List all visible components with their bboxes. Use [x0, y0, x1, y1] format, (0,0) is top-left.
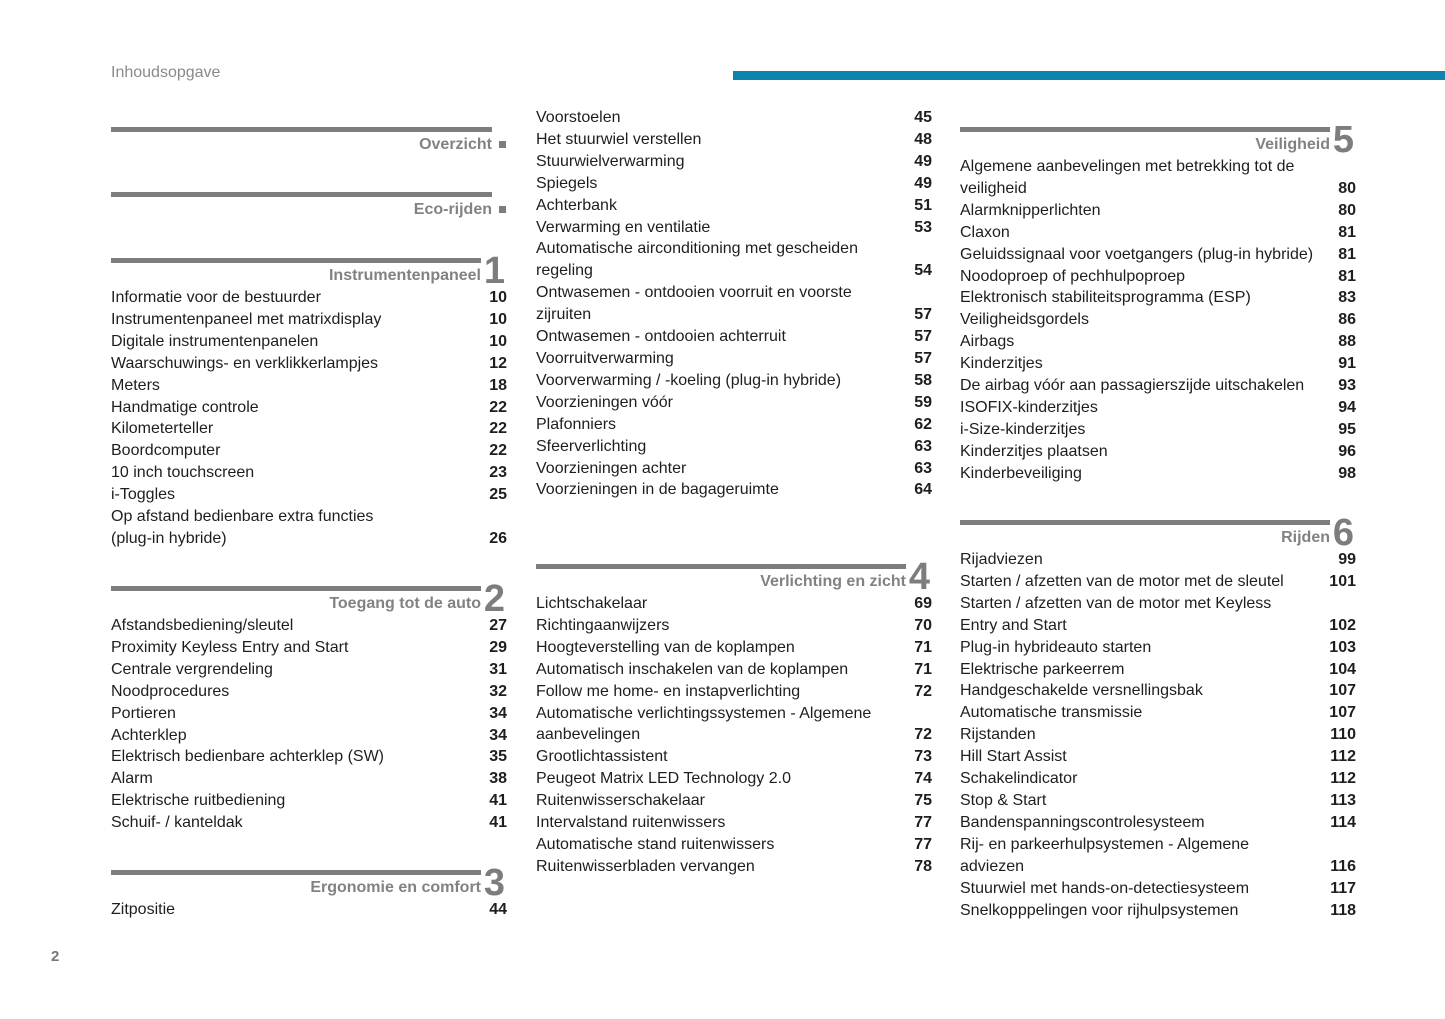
entry-page-number: 10 [489, 289, 507, 306]
toc-entry[interactable] [960, 200, 1356, 222]
entry-page-number: 81 [1338, 267, 1356, 285]
entry-title: Elektrische parkeerrem [960, 660, 1125, 678]
entry-page-number: 112 [1330, 748, 1356, 766]
entry-page-number: 34 [489, 726, 507, 744]
entry-page-number: 31 [489, 660, 507, 678]
entry-page-number: 58 [914, 371, 932, 389]
entry-title: Follow me home- en instapverlichting [536, 682, 801, 700]
entry-page-number: 80 [1338, 201, 1356, 219]
entry-title: i-Size-kinderzitjes [960, 420, 1086, 438]
entry-page-number: 34 [489, 704, 507, 722]
section-divider-bar [960, 520, 1330, 525]
entry-page-number: 63 [914, 459, 932, 477]
toc-entry[interactable] [536, 238, 932, 282]
section-divider-bar [111, 192, 492, 197]
section-number: 3 [483, 862, 505, 904]
toc-section-s5 [960, 119, 1356, 485]
entry-title: Waarschuwings- en verklikkerlampjes [111, 354, 379, 372]
toc-entry[interactable] [960, 768, 1356, 790]
entry-title: Stop & Start [960, 791, 1047, 809]
toc-entry[interactable] [111, 659, 507, 681]
entry-page-number: 10 [489, 332, 507, 350]
entry-page-number: 93 [1338, 377, 1356, 395]
entry-title: Boordcomputer [111, 442, 221, 460]
entry-title: Starten / afzetten van de motor met Keyless Entry and Start [960, 594, 1272, 634]
entry-page-number: 51 [914, 196, 932, 214]
toc-entry[interactable] [536, 348, 932, 370]
entry-page-number: 32 [489, 682, 507, 700]
toc-entry[interactable] [536, 129, 932, 151]
entry-title: Voorzieningen achter [536, 459, 687, 477]
entry-page-number: 59 [914, 393, 932, 411]
toc-entry[interactable] [111, 309, 507, 331]
section-number: 2 [483, 578, 505, 620]
toc-entry[interactable] [111, 681, 507, 703]
entry-title: Elektronisch stabiliteitsprogramma (ESP) [960, 289, 1251, 307]
toc-entry[interactable] [960, 266, 1356, 288]
section-title[interactable]: Rijden [1281, 529, 1330, 546]
page-number: 2 [51, 948, 60, 965]
toc-entry[interactable] [536, 151, 932, 173]
entry-page-number: 104 [1329, 660, 1356, 678]
entry-title: Verwarming en ventilatie [536, 218, 711, 236]
entry-page-number: 22 [489, 398, 507, 416]
entry-title: Hoogteverstelling van de koplampen [536, 638, 795, 656]
toc-entry[interactable] [536, 282, 932, 326]
toc-entry[interactable] [960, 419, 1356, 441]
entry-page-number: 22 [489, 442, 507, 460]
toc-entry[interactable] [536, 107, 932, 129]
entry-title: Achterbank [536, 196, 617, 214]
entry-page-number: 38 [489, 770, 507, 788]
section-number: 4 [908, 556, 930, 598]
section-title[interactable]: Veiligheid [1255, 136, 1330, 153]
toc-entry[interactable] [111, 418, 507, 440]
entry-page-number: 18 [489, 376, 507, 394]
entry-page-number: 53 [914, 218, 932, 236]
entry-title: Digitale instrumentenpanelen [111, 332, 319, 350]
toc-section-s2 [111, 578, 507, 834]
section-number: 6 [1332, 512, 1354, 554]
entry-page-number: 73 [914, 748, 932, 766]
section-title[interactable]: Ergonomie en comfort [310, 879, 481, 896]
toc-entry[interactable] [536, 458, 932, 480]
entry-page-number: 48 [914, 130, 932, 148]
section-header [960, 512, 1356, 554]
section-header [111, 192, 507, 221]
toc-entry[interactable] [536, 173, 932, 195]
entry-title: Voorzieningen vóór [536, 393, 673, 411]
entry-title: i-Toggles [111, 486, 176, 504]
section-title[interactable]: Eco-rijden [413, 201, 492, 218]
entry-page-number: 116 [1330, 857, 1356, 875]
toc-entry[interactable] [536, 593, 932, 615]
entry-title: Voorzieningen in de bagageruimte [536, 481, 779, 499]
section-header [536, 556, 932, 598]
toc-entry[interactable] [536, 436, 932, 458]
entry-page-number: 96 [1338, 442, 1356, 460]
toc-entry[interactable] [960, 441, 1356, 463]
toc-entry[interactable] [536, 414, 932, 436]
entry-title: Alarmknipperlichten [960, 201, 1101, 219]
entry-page-number: 23 [489, 464, 507, 482]
entry-title: Op afstand bedienbare extra functies (plug-in hybride) [111, 508, 374, 547]
entry-page-number: 41 [489, 814, 507, 832]
entry-title: Stuurwiel met hands-on-detectiesysteem [960, 879, 1250, 897]
toc-entry[interactable] [111, 637, 507, 659]
toc-entry[interactable] [536, 659, 932, 681]
section-header [111, 127, 507, 156]
entry-page-number: 49 [914, 174, 932, 192]
entry-page-number: 77 [914, 814, 932, 832]
entry-title: Voorstoelen [536, 109, 621, 126]
entry-title: Handgeschakelde versnellingsbak [960, 682, 1203, 700]
entry-page-number: 114 [1330, 813, 1356, 831]
section-divider-bar [111, 258, 481, 263]
toc-entry[interactable] [111, 462, 507, 484]
toc-section-s3b [536, 107, 932, 501]
entry-page-number: 107 [1329, 704, 1356, 722]
entry-page-number: 117 [1330, 879, 1356, 897]
entry-title: Plafonniers [536, 415, 617, 433]
toc-entry[interactable] [960, 746, 1356, 768]
section-header [111, 862, 507, 904]
toc-entry[interactable] [960, 593, 1356, 637]
toc-entry[interactable] [111, 703, 507, 725]
toc-entry[interactable] [111, 287, 507, 309]
entry-page-number: 81 [1338, 223, 1356, 241]
toc-entry[interactable] [960, 724, 1356, 746]
toc-section-s4 [536, 556, 932, 878]
section-title[interactable]: Overzicht [419, 136, 492, 153]
toc-entry[interactable] [960, 790, 1356, 812]
entry-page-number: 45 [914, 109, 932, 126]
toc-entry[interactable] [960, 878, 1356, 900]
entry-title: Informatie voor de bestuurder [111, 289, 321, 306]
entry-title: Automatische verlichtingssystemen - Algemene aanbevelingen [536, 704, 872, 744]
toc-entry[interactable] [111, 484, 507, 506]
entry-title: Noodprocedures [111, 682, 230, 700]
toc-entry[interactable] [111, 440, 507, 462]
entry-title: Spiegels [536, 174, 598, 192]
entry-page-number: 63 [914, 437, 932, 455]
entry-title: Veiligheidsgordels [960, 311, 1089, 329]
entry-page-number: 35 [489, 748, 507, 766]
entry-title: Noodoproep of pechhulpoproep [960, 267, 1186, 285]
entry-title: Kinderzitjes [960, 355, 1043, 373]
section-divider-bar [111, 870, 481, 875]
entry-title: Instrumentenpaneel met matrixdisplay [111, 310, 382, 328]
toc-entry[interactable] [111, 725, 507, 747]
entry-title: ISOFIX-kinderzitjes [960, 398, 1098, 416]
entry-title: Portieren [111, 704, 176, 722]
entry-title: Ontwasemen - ontdooien voorruit en voorste zijruiten [536, 284, 852, 324]
entry-page-number: 29 [489, 638, 507, 656]
toc-entry[interactable] [960, 375, 1356, 397]
entry-page-number: 99 [1338, 551, 1356, 568]
toc-entry[interactable] [111, 506, 507, 550]
section-header [111, 250, 507, 292]
entry-page-number: 110 [1330, 726, 1356, 744]
toc-section-s1 [111, 250, 507, 550]
toc-entry[interactable] [111, 812, 507, 834]
entry-title: Automatische transmissie [960, 704, 1143, 722]
entry-title: Zitpositie [111, 901, 176, 918]
entry-page-number: 57 [914, 349, 932, 367]
toc-entry[interactable] [960, 637, 1356, 659]
entry-page-number: 49 [914, 152, 932, 170]
toc-entry[interactable] [960, 702, 1356, 724]
toc-entry[interactable] [536, 790, 932, 812]
toc-entry[interactable] [111, 615, 507, 637]
toc-entry[interactable] [111, 331, 507, 353]
entry-page-number: 78 [914, 857, 932, 875]
toc-entry[interactable] [111, 746, 507, 768]
entry-title: Schakelindicator [960, 770, 1078, 788]
entry-title: Ontwasemen - ontdooien achterruit [536, 328, 786, 346]
section-header [111, 578, 507, 620]
toc-entry[interactable] [960, 834, 1356, 878]
toc-entry[interactable] [960, 353, 1356, 375]
toc-entry[interactable] [960, 680, 1356, 702]
toc-entry[interactable] [536, 217, 932, 239]
toc-entry[interactable] [536, 681, 932, 703]
entry-page-number: 88 [1338, 333, 1356, 351]
square-bullet-icon [499, 141, 506, 148]
toc-entry[interactable] [960, 244, 1356, 266]
toc-entry[interactable] [111, 899, 507, 921]
entry-page-number: 27 [489, 617, 507, 634]
toc-entry[interactable] [536, 856, 932, 878]
entry-page-number: 103 [1329, 638, 1356, 656]
entry-title: Handmatige controle [111, 398, 259, 416]
toc-entry[interactable] [960, 659, 1356, 681]
toc-entry[interactable] [536, 834, 932, 856]
section-header [960, 119, 1356, 161]
toc-entry[interactable] [960, 222, 1356, 244]
entry-title: De airbag vóór aan passagierszijde uitschakelen [960, 377, 1305, 395]
entry-page-number: 80 [1338, 179, 1356, 197]
toc-section-s6 [960, 512, 1356, 921]
entry-title: Snelkopppelingen voor rijhulpsystemen [960, 901, 1239, 919]
toc-entry[interactable] [960, 549, 1356, 571]
toc-entry[interactable] [960, 331, 1356, 353]
entry-title: Starten / afzetten van de motor met de sleutel [960, 572, 1284, 590]
entry-page-number: 107 [1329, 682, 1356, 700]
entry-page-number: 77 [914, 835, 932, 853]
entry-title: Airbags [960, 333, 1015, 351]
entry-page-number: 71 [914, 660, 932, 678]
entry-page-number: 75 [914, 792, 932, 810]
toc-entry[interactable] [536, 812, 932, 834]
toc-entry[interactable] [536, 615, 932, 637]
entry-page-number: 94 [1338, 398, 1356, 416]
section-divider-bar [960, 127, 1330, 132]
entry-page-number: 91 [1338, 355, 1356, 373]
entry-page-number: 112 [1330, 770, 1356, 788]
entry-title: Automatische stand ruitenwissers [536, 835, 775, 853]
toc-entry[interactable] [960, 900, 1356, 922]
toc-section-overzicht [111, 127, 507, 156]
entry-title: Rijadviezen [960, 551, 1043, 568]
entry-title: Grootlichtassistent [536, 748, 668, 766]
entry-page-number: 12 [489, 354, 507, 372]
entry-page-number: 44 [489, 901, 507, 918]
entry-page-number: 71 [914, 638, 932, 656]
entry-title: Richtingaanwijzers [536, 616, 670, 634]
entry-page-number: 101 [1329, 572, 1356, 590]
toc-entry[interactable] [960, 397, 1356, 419]
toc-entry[interactable] [536, 392, 932, 414]
toc-entry[interactable] [536, 637, 932, 659]
entry-title: Alarm [111, 770, 153, 788]
toc-entry[interactable] [960, 309, 1356, 331]
toc-entry[interactable] [536, 326, 932, 348]
entry-page-number: 57 [914, 306, 932, 324]
entry-title: Proximity Keyless Entry and Start [111, 638, 349, 656]
toc-entry[interactable] [960, 571, 1356, 593]
entry-title: Ruitenwisserbladen vervangen [536, 857, 755, 875]
entry-page-number: 86 [1338, 311, 1356, 329]
section-title[interactable]: Toegang tot de auto [329, 595, 481, 612]
entry-title: Automatische airconditioning met gescheiden regeling [536, 240, 858, 280]
entry-title: Stuurwielverwarming [536, 152, 685, 170]
section-number: 5 [1332, 119, 1354, 161]
toc-entry[interactable] [536, 703, 932, 747]
toc-entry[interactable] [111, 790, 507, 812]
entry-title: Bandenspanningscontrolesysteem [960, 813, 1205, 831]
toc-entry[interactable] [111, 768, 507, 790]
section-title[interactable]: Verlichting en zicht [760, 573, 906, 590]
entry-page-number: 25 [489, 486, 507, 504]
section-divider-bar [111, 586, 481, 591]
entry-page-number: 10 [489, 310, 507, 328]
entry-page-number: 41 [489, 792, 507, 810]
entry-page-number: 118 [1330, 901, 1356, 919]
entry-page-number: 98 [1338, 464, 1356, 482]
entry-page-number: 57 [914, 328, 932, 346]
section-title[interactable]: Instrumentenpaneel [328, 267, 481, 284]
entry-page-number: 72 [914, 726, 932, 744]
toc-entry[interactable] [960, 463, 1356, 485]
entry-title: Afstandsbediening/sleutel [111, 617, 294, 634]
entry-page-number: 113 [1330, 791, 1356, 809]
entry-title: Lichtschakelaar [536, 595, 648, 612]
section-divider-bar [111, 127, 492, 132]
toc-section-eco [111, 192, 507, 221]
entry-page-number: 64 [914, 481, 932, 499]
entry-page-number: 22 [489, 420, 507, 438]
entry-page-number: 62 [914, 415, 932, 433]
entry-title: Plug-in hybrideauto starten [960, 638, 1152, 656]
toc-entry[interactable] [536, 370, 932, 392]
toc-entry[interactable] [536, 479, 932, 501]
entry-page-number: 26 [489, 529, 507, 547]
entry-title: Elektrisch bedienbare achterklep (SW) [111, 748, 385, 766]
entry-title: Centrale vergrendeling [111, 660, 273, 678]
entry-page-number: 102 [1329, 616, 1356, 634]
entry-title: Rij- en parkeerhulpsystemen - Algemene adviezen [960, 835, 1250, 875]
entry-page-number: 95 [1338, 420, 1356, 438]
header-accent-bar [733, 71, 1445, 80]
entry-title: Schuif- / kanteldak [111, 814, 243, 832]
entry-title: Sfeerverlichting [536, 437, 647, 455]
entry-title: Hill Start Assist [960, 748, 1067, 766]
entry-title: Peugeot Matrix LED Technology 2.0 [536, 770, 791, 788]
toc-entry[interactable] [536, 195, 932, 217]
entry-title: Rijstanden [960, 726, 1036, 744]
entry-title: 10 inch touchscreen [111, 464, 255, 482]
entry-page-number: 83 [1338, 289, 1356, 307]
entry-page-number: 54 [914, 262, 932, 280]
section-number: 1 [483, 250, 505, 292]
toc-entry[interactable] [536, 768, 932, 790]
entry-title: Voorruitverwarming [536, 349, 674, 367]
toc-entry[interactable] [960, 812, 1356, 834]
section-divider-bar [536, 564, 906, 569]
entry-title: Kilometerteller [111, 420, 214, 438]
entry-page-number: 74 [914, 770, 932, 788]
entry-title: Intervalstand ruitenwissers [536, 814, 726, 832]
entry-title: Claxon [960, 223, 1010, 241]
entry-title: Achterklep [111, 726, 187, 744]
entry-title: Algemene aanbevelingen met betrekking tot de veiligheid [960, 158, 1295, 197]
toc-section-s3 [111, 862, 507, 921]
toc-entry[interactable] [960, 156, 1356, 200]
entry-page-number: 70 [914, 616, 932, 634]
entry-title: Kinderbeveiliging [960, 464, 1082, 482]
square-bullet-icon [499, 206, 506, 213]
entry-title: Automatisch inschakelen van de koplampen [536, 660, 849, 678]
entry-title: Meters [111, 376, 160, 394]
toc-entry[interactable] [111, 397, 507, 419]
entry-title: Geluidssignaal voor voetgangers (plug-in hybride) [960, 245, 1314, 263]
entry-page-number: 81 [1338, 245, 1356, 263]
toc-entry[interactable] [960, 287, 1356, 309]
entry-title: Elektrische ruitbediening [111, 792, 286, 810]
toc-entry[interactable] [536, 746, 932, 768]
entry-title: Voorverwarming / -koeling (plug-in hybride) [536, 371, 842, 389]
entry-title: Ruitenwisserschakelaar [536, 792, 705, 810]
entry-title: Kinderzitjes plaatsen [960, 442, 1108, 460]
document-title: Inhoudsopgave [111, 64, 221, 81]
toc-entry[interactable] [111, 353, 507, 375]
entry-page-number: 72 [914, 682, 932, 700]
toc-entry[interactable] [111, 375, 507, 397]
entry-page-number: 69 [914, 595, 932, 612]
entry-title: Het stuurwiel verstellen [536, 130, 702, 148]
